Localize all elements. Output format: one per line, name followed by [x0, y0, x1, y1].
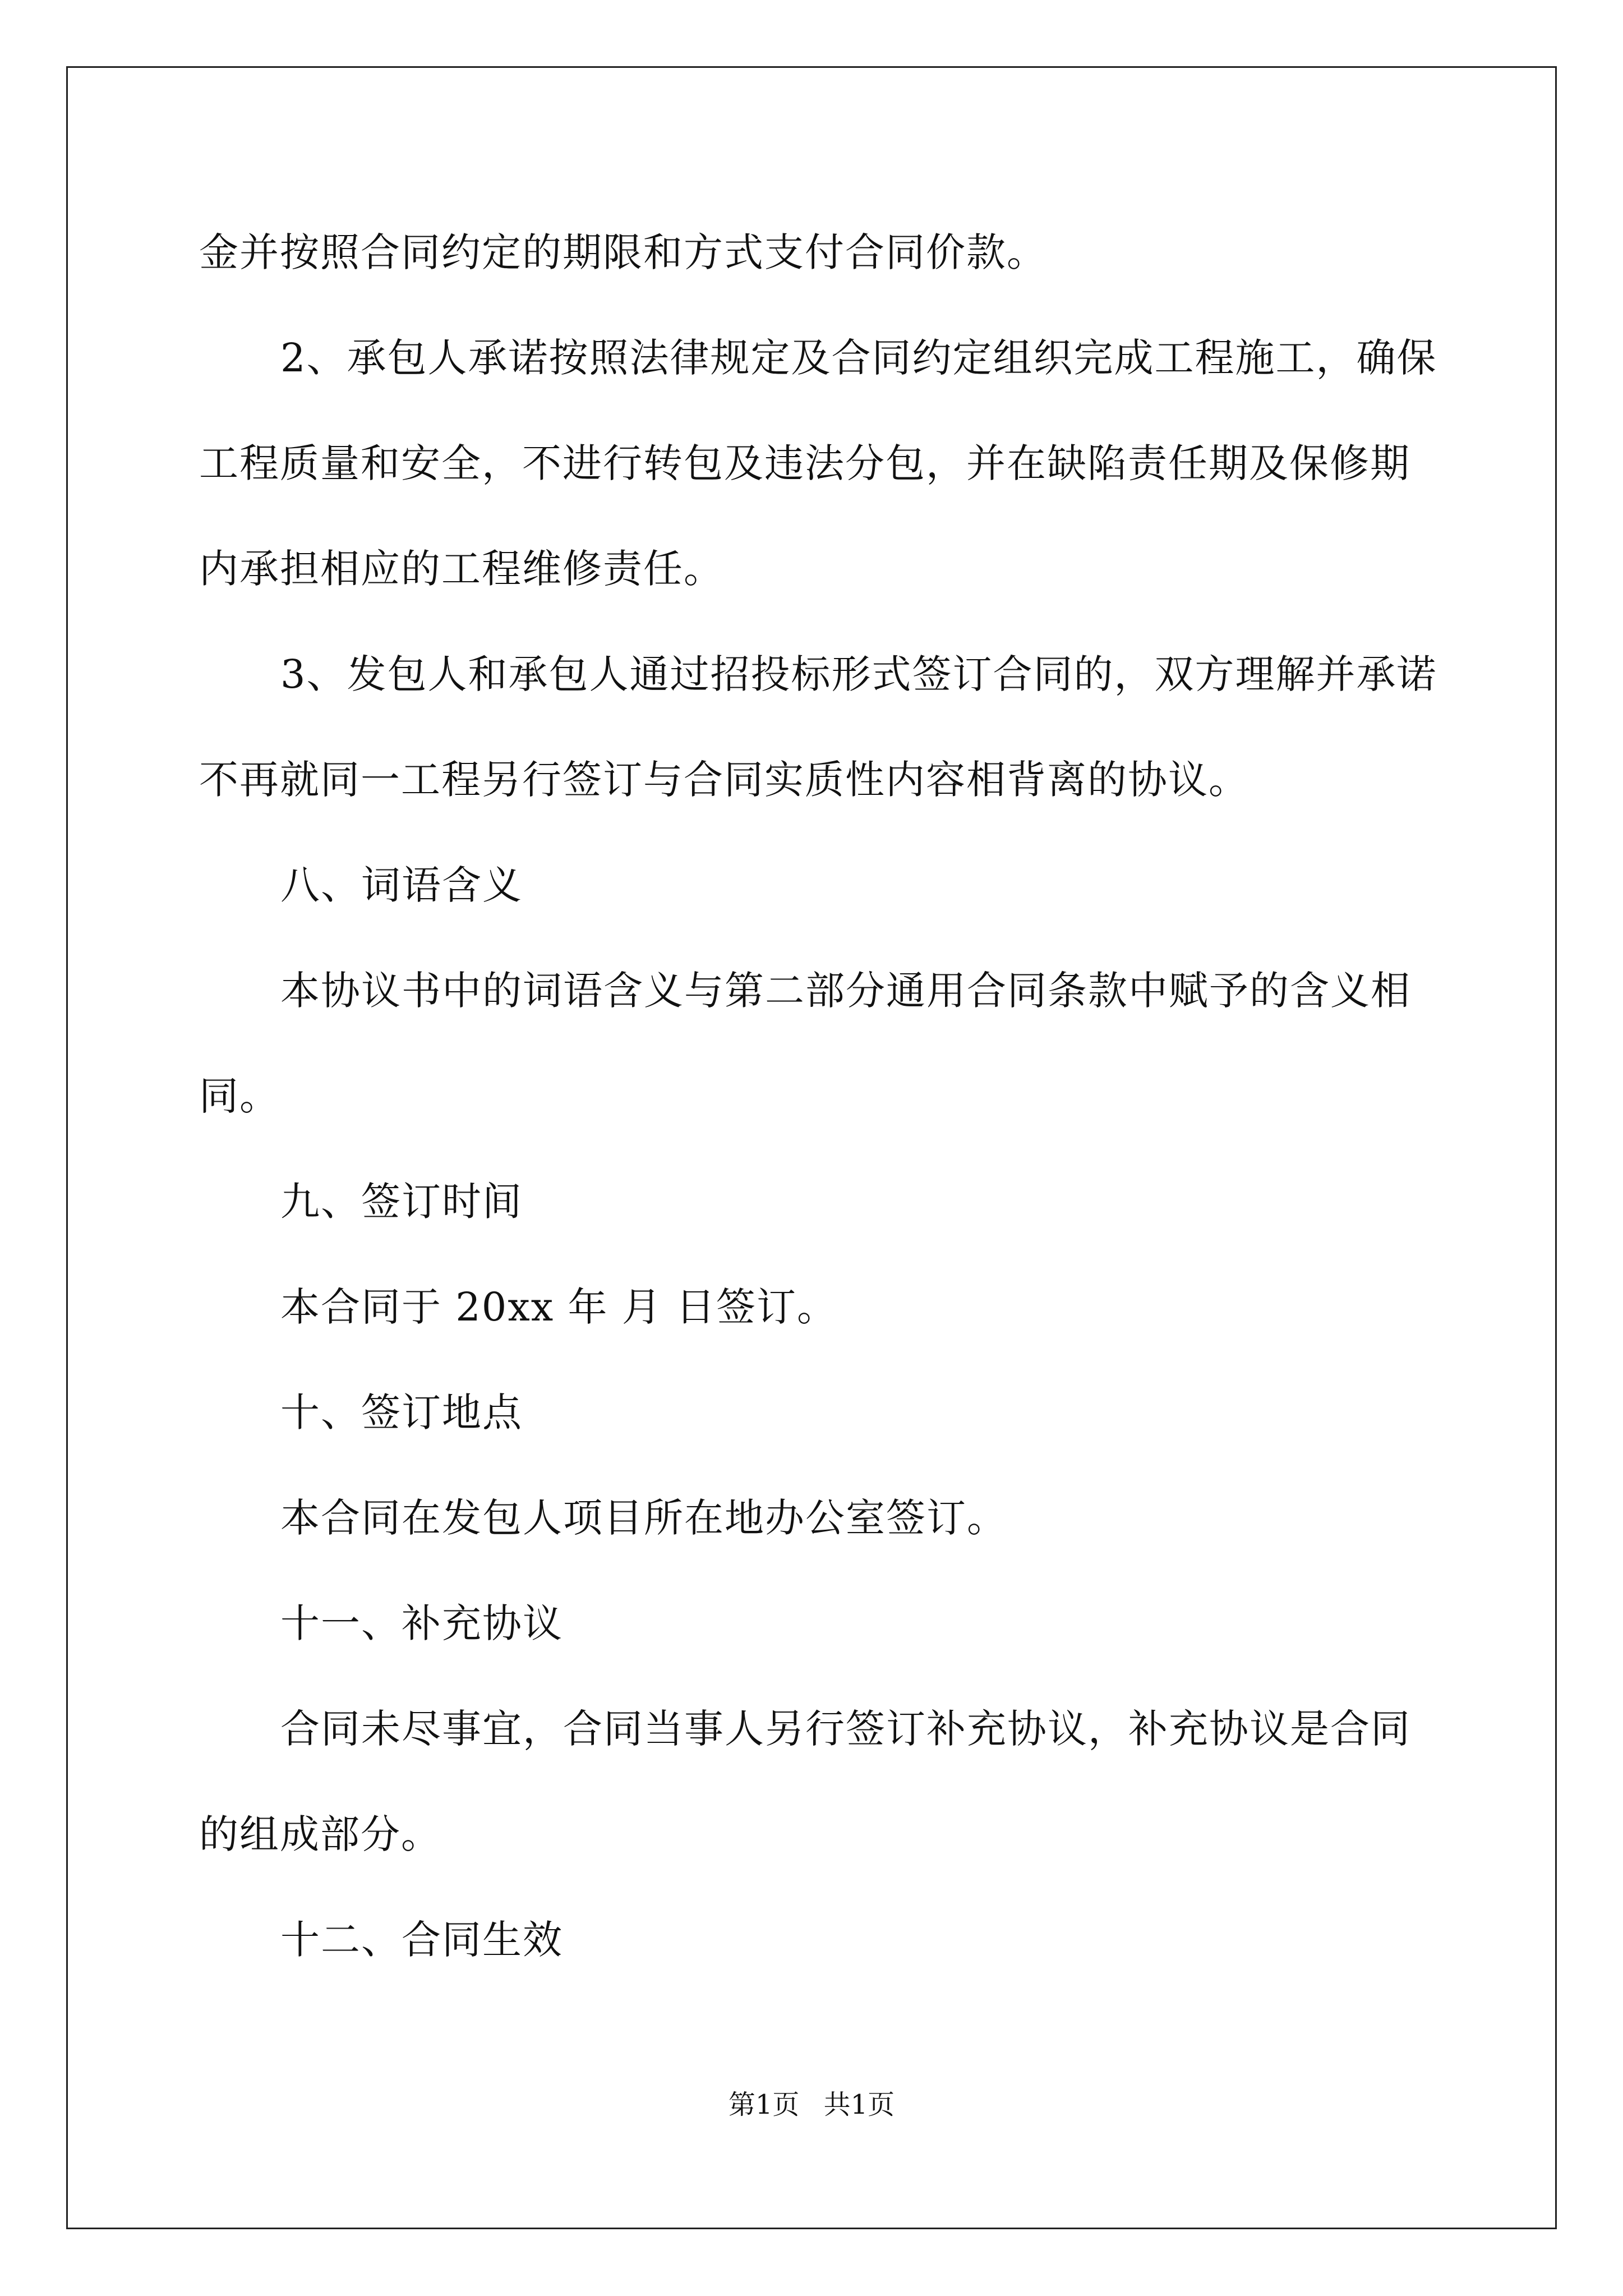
section-heading-10: 十、签订地点 [280, 1389, 523, 1435]
section-heading-11: 十一、补充协议 [280, 1600, 563, 1646]
text-line-2: 2、承包人承诺按照法律规定及合同约定组织完成工程施工，确保 [280, 335, 1437, 381]
page-total: 共1页 [823, 2089, 895, 2120]
text-line-6: 不再就同一工程另行签订与合同实质性内容相背离的协议。 [199, 757, 1249, 803]
text-line-11: 本合同于 20xx 年 月 日签订。 [280, 1284, 838, 1330]
text-line-16: 的组成部分。 [199, 1811, 441, 1857]
page-footer [0, 2088, 1623, 2122]
text-line-5: 3、发包人和承包人通过招投标形式签订合同的，双方理解并承诺 [280, 651, 1437, 697]
text-line-4: 内承担相应的工程维修责任。 [199, 546, 724, 592]
section-heading-9: 九、签订时间 [280, 1179, 523, 1225]
page-border [66, 66, 1557, 2229]
text-line-15: 合同未尽事宜，合同当事人另行签订补充协议，补充协议是合同 [280, 1706, 1411, 1752]
section-heading-12: 十二、合同生效 [280, 1917, 563, 1963]
text-line-1: 金并按照合同约定的期限和方式支付合同价款。 [199, 229, 1047, 275]
page-number: 第1页 [728, 2089, 800, 2120]
section-heading-8: 八、词语含义 [280, 862, 523, 908]
text-line-9: 同。 [199, 1073, 280, 1119]
text-line-8: 本协议书中的词语含义与第二部分通用合同条款中赋予的含义相 [280, 968, 1411, 1014]
text-line-3: 工程质量和安全，不进行转包及违法分包，并在缺陷责任期及保修期 [199, 440, 1410, 486]
text-line-13: 本合同在发包人项目所在地办公室签订。 [280, 1495, 1007, 1541]
